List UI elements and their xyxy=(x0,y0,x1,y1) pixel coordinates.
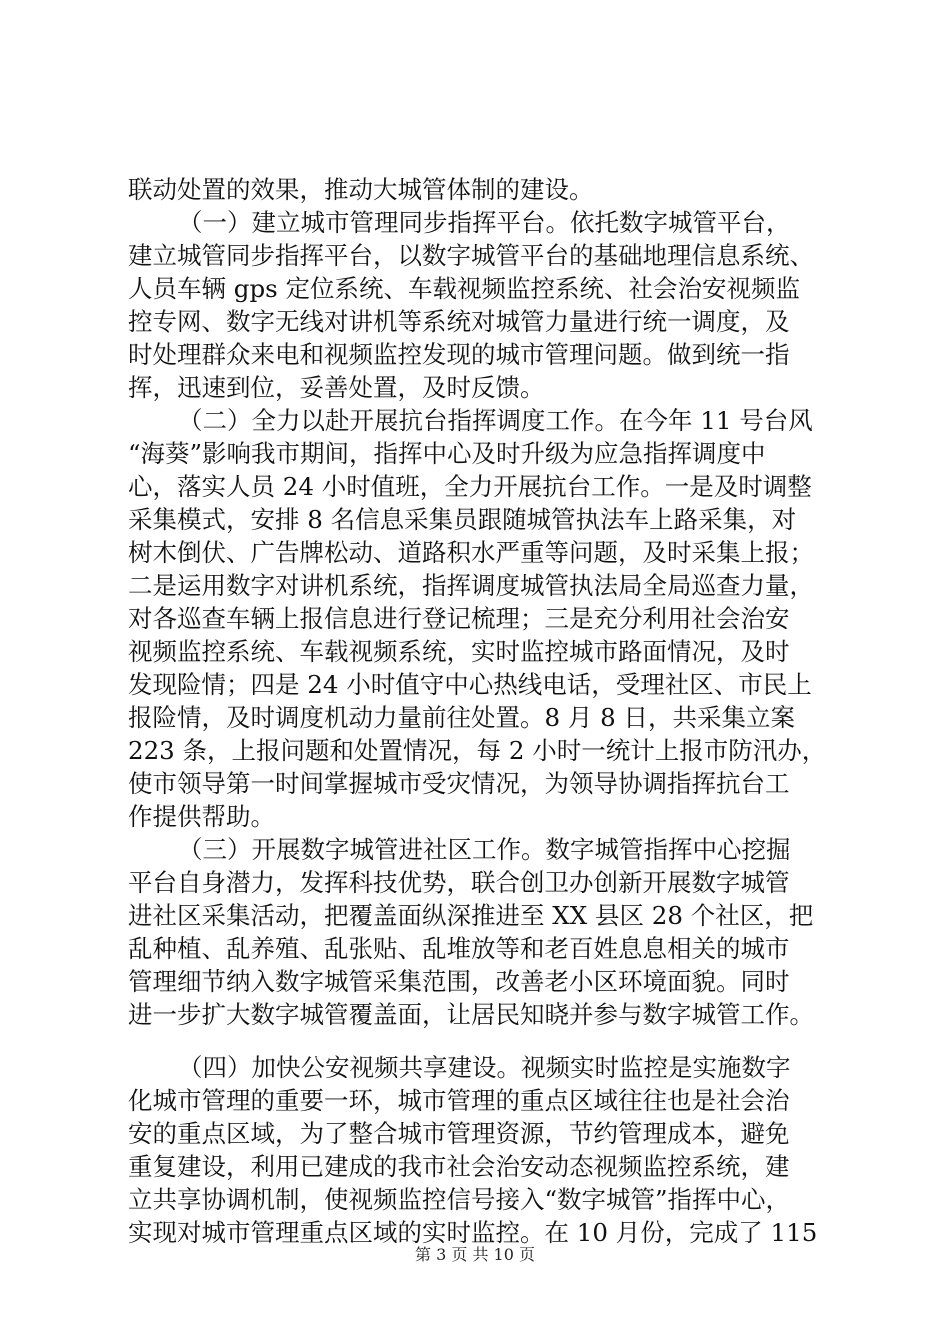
text-line-18: 223 条，上报问题和处置情况，每 2 小时一统计上报市防汛办， xyxy=(128,736,827,765)
text-line-3: 建立城管同步指挥平台，以数字城管平台的基础地理信息系统、 xyxy=(128,241,814,270)
text-line-29: 安的重点区域，为了整合城市管理资源，节约管理成本，避免 xyxy=(128,1119,790,1148)
text-line-19: 使市领导第一时间掌握城市受灾情况，为领导协调指挥抗台工 xyxy=(128,769,790,798)
text-line-22: 平台自身潜力，发挥科技优势，联合创卫办创新开展数字城管 xyxy=(128,868,790,897)
text-line-15: 视频监控系统、车载视频系统，实时监控城市路面情况，及时 xyxy=(128,637,790,666)
text-line-24: 乱种植、乱养殖、乱张贴、乱堆放等和老百姓息息相关的城市 xyxy=(128,934,790,963)
text-line-2: （一）建立城市管理同步指挥平台。依托数字城管平台， xyxy=(178,208,791,237)
page-footer: 第 3 页 共 10 页 xyxy=(415,1245,535,1264)
text-line-11: 采集模式，安排 8 名信息采集员跟随城管执法车上路采集，对 xyxy=(128,505,797,534)
text-line-31: 立共享协调机制，使视频监控信号接入“数字城管”指挥中心， xyxy=(128,1185,791,1214)
text-line-23: 进社区采集活动，把覆盖面纵深推进至 XX 县区 28 个社区，把 xyxy=(128,901,814,930)
text-line-27: （四）加快公安视频共享建设。视频实时监控是实施数字 xyxy=(178,1053,791,1082)
text-line-14: 对各巡查车辆上报信息进行登记梳理；三是充分利用社会治安 xyxy=(128,604,790,633)
text-line-20: 作提供帮助。 xyxy=(128,802,275,831)
text-line-9: “海葵”影响我市期间，指挥中心及时升级为应急指挥调度中 xyxy=(128,439,766,468)
text-line-7: 挥，迅速到位，妥善处置，及时反馈。 xyxy=(128,373,545,402)
text-line-17: 报险情，及时调度机动力量前往处置。8 月 8 日，共采集立案 xyxy=(128,703,796,732)
text-line-6: 时处理群众来电和视频监控发现的城市管理问题。做到统一指 xyxy=(128,340,790,369)
text-line-21: （三）开展数字城管进社区工作。数字城管指挥中心挖掘 xyxy=(178,835,791,864)
text-line-13: 二是运用数字对讲机系统，指挥调度城管执法局全局巡查力量， xyxy=(128,571,814,600)
text-line-1: 联动处置的效果，推动大城管体制的建设。 xyxy=(128,175,594,204)
text-line-5: 控专网、数字无线对讲机等系统对城管力量进行统一调度，及 xyxy=(128,307,790,336)
text-line-4: 人员车辆 gps 定位系统、车载视频监控系统、社会治安视频监 xyxy=(128,274,801,303)
text-line-12: 树木倒伏、广告牌松动、道路积水严重等问题，及时采集上报； xyxy=(128,538,814,567)
text-line-26: 进一步扩大数字城管覆盖面，让居民知晓并参与数字城管工作。 xyxy=(128,1000,814,1029)
text-line-32: 实现对城市管理重点区域的实时监控。在 10 月份，完成了 115 xyxy=(128,1218,818,1247)
text-line-28: 化城市管理的重要一环，城市管理的重点区域往往也是社会治 xyxy=(128,1086,790,1115)
text-line-8: （二）全力以赴开展抗台指挥调度工作。在今年 11 号台风 xyxy=(178,406,813,435)
text-line-16: 发现险情；四是 24 小时值守中心热线电话，受理社区、市民上 xyxy=(128,670,812,699)
text-line-10: 心，落实人员 24 小时值班，全力开展抗台工作。一是及时调整 xyxy=(128,472,812,501)
text-line-30: 重复建设，利用已建成的我市社会治安动态视频监控系统，建 xyxy=(128,1152,790,1181)
text-line-25: 管理细节纳入数字城管采集范围，改善老小区环境面貌。同时 xyxy=(128,967,790,996)
